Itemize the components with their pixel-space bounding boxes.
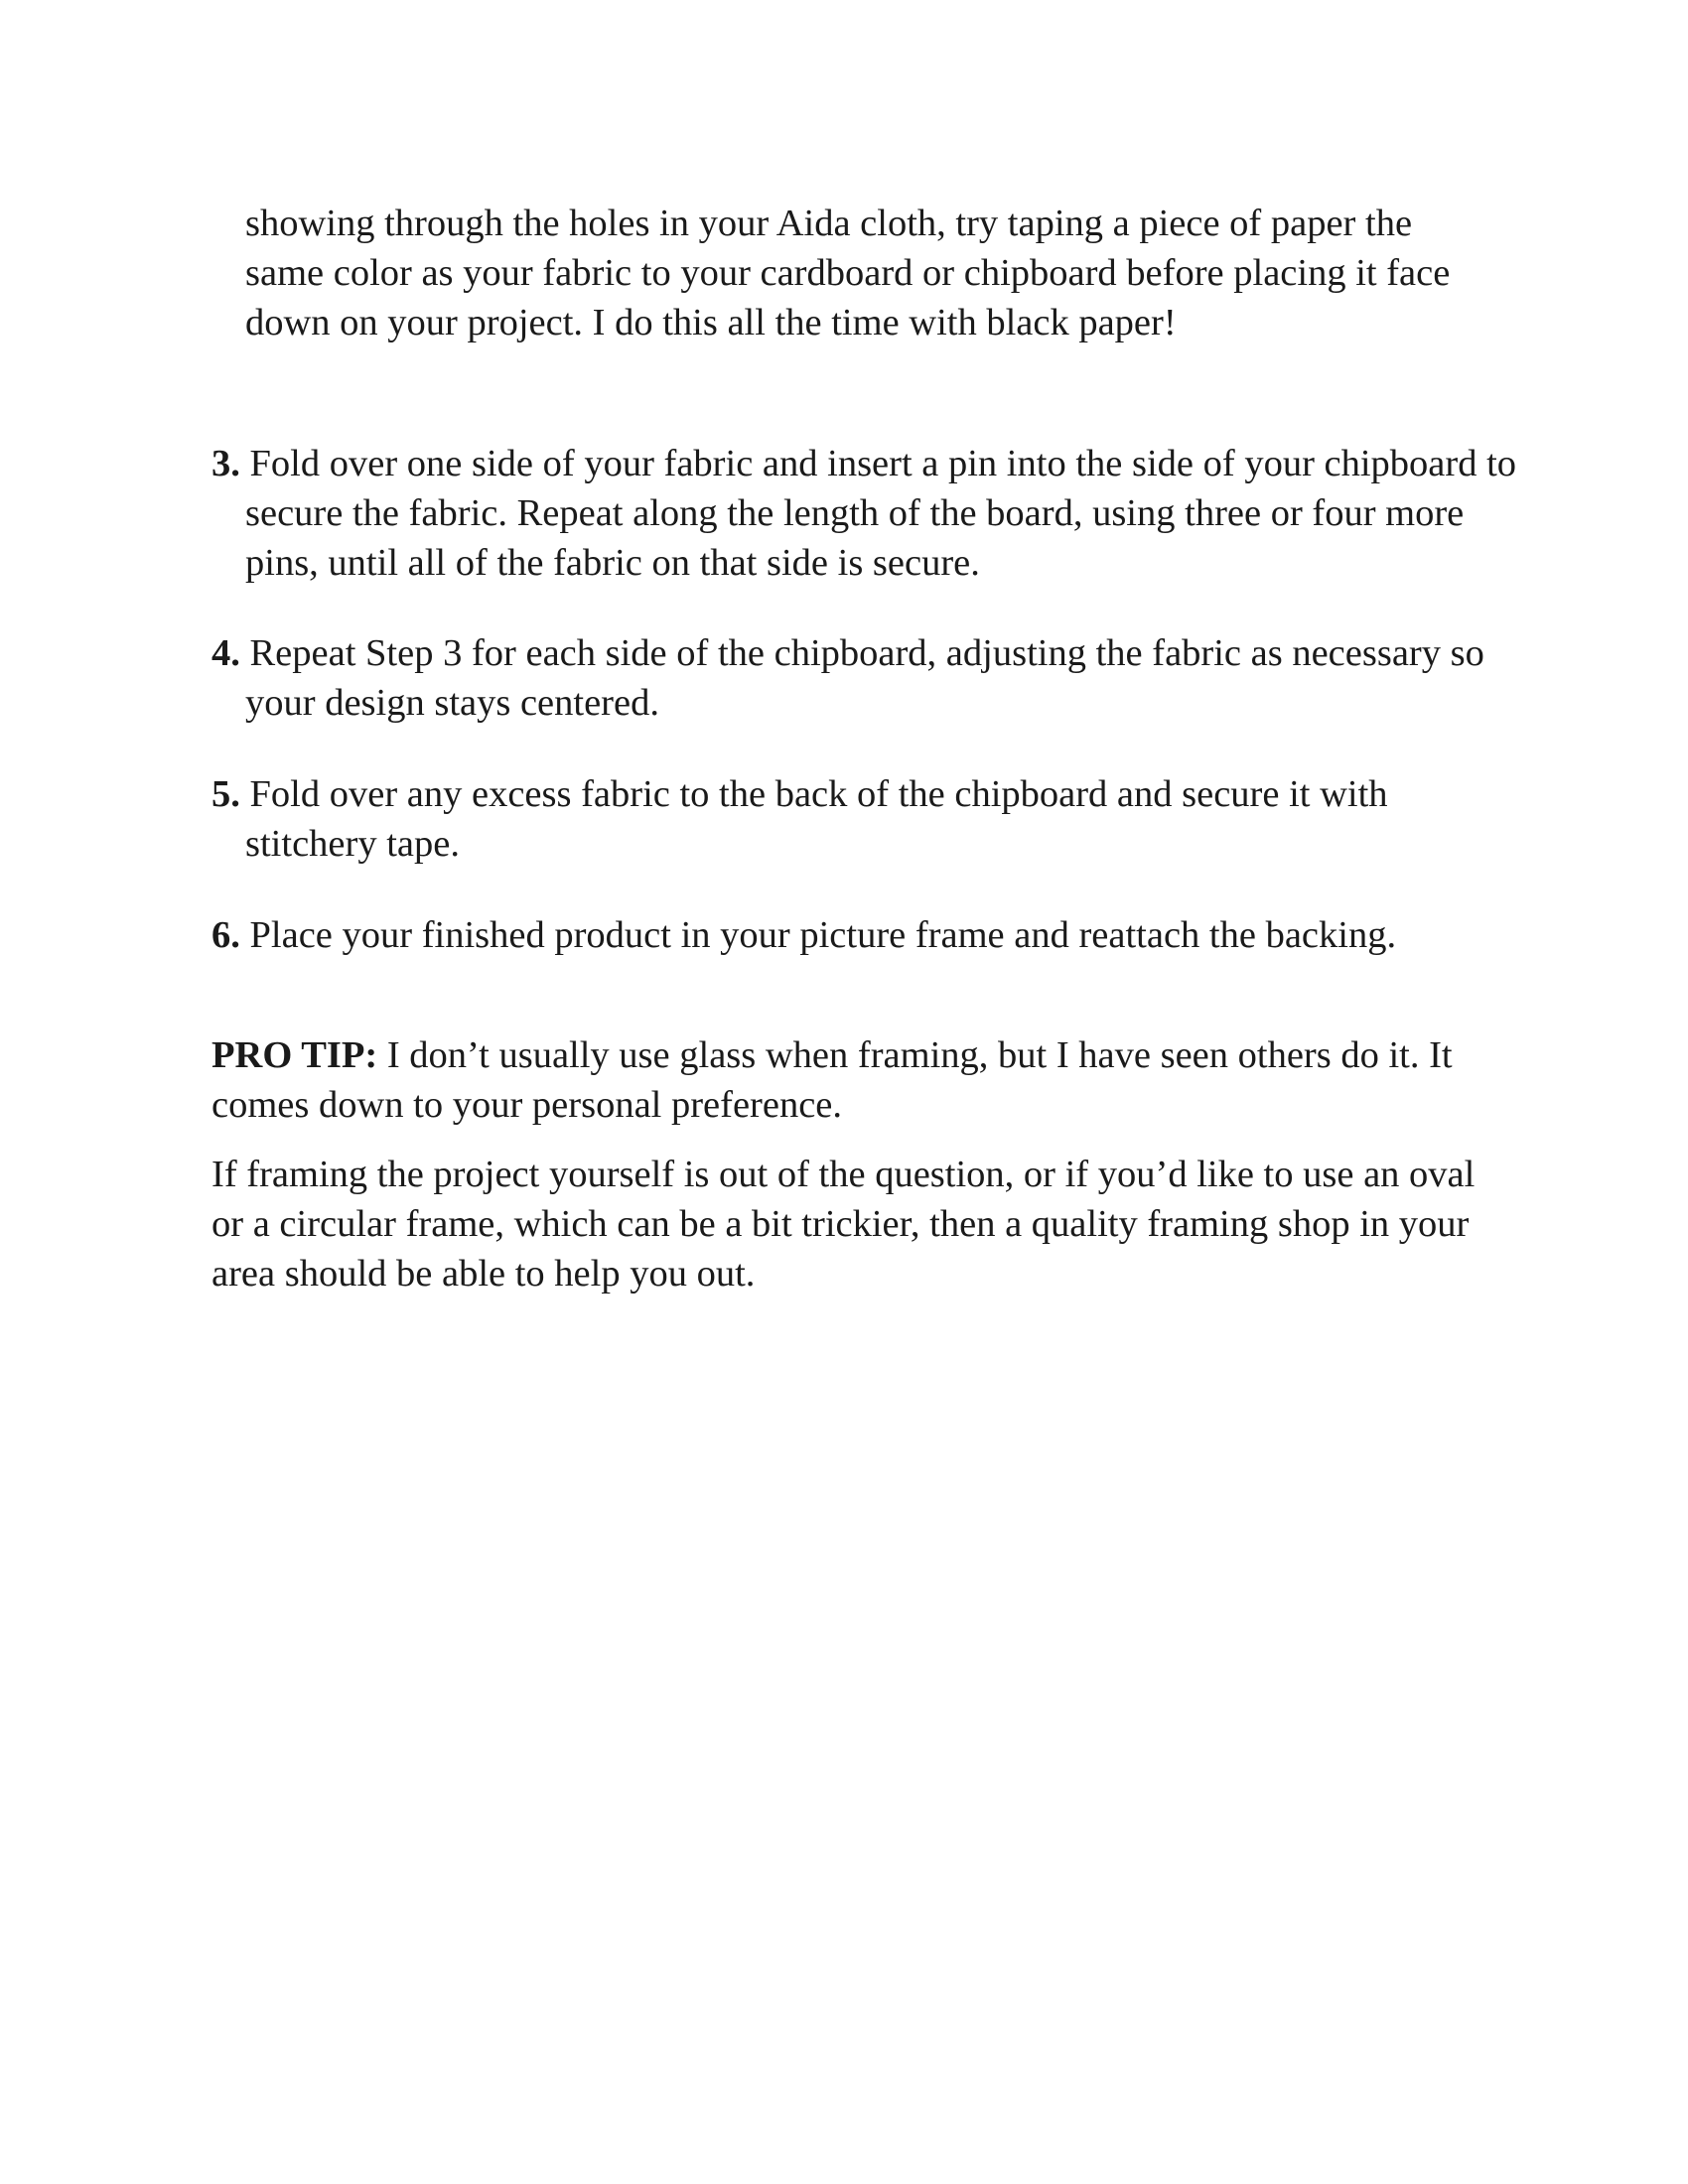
step-item: [211, 628, 1526, 728]
pro-tip-text: I don’t usually use glass when framing, but I have seen others do it. It comes down to your personal preference.: [211, 1034, 1453, 1126]
step-text: Fold over one side of your fabric and insert a pin into the side of your chipboard to secure the fabric. Repeat along the length of the board, using three or four more pins, until all of the fabric on that side is secure.: [245, 443, 1517, 584]
step-item: [211, 439, 1526, 588]
step-text: Fold over any excess fabric to the back of the chipboard and secure it with stitchery tape.: [245, 773, 1388, 865]
pro-tip-label: PRO TIP:: [211, 1034, 378, 1076]
step-text: Repeat Step 3 for each side of the chipboard, adjusting the fabric as necessary so your design stays centered.: [245, 632, 1484, 724]
step-number: 4.: [211, 632, 240, 674]
step-item: [211, 910, 1526, 960]
step-item: [211, 769, 1526, 869]
closing-paragraph: If framing the project yourself is out of the question, or if you’d like to use an oval or a circular frame, which can be a bit trickier, then a quality framing shop in your area should be able to help you out.: [211, 1154, 1476, 1295]
step-number: 5.: [211, 773, 240, 815]
step-text: Place your finished product in your picture frame and reattach the backing.: [249, 914, 1397, 956]
step-number: 6.: [211, 914, 240, 956]
continuation-paragraph: showing through the holes in your Aida cloth, try taping a piece of paper the same color as your fabric to your cardboard or chipboard before placing it face down on your project. I do this all the time with black paper!: [245, 203, 1451, 343]
pro-tip-paragraph: [211, 1030, 1492, 1130]
step-number: 3.: [211, 443, 240, 484]
